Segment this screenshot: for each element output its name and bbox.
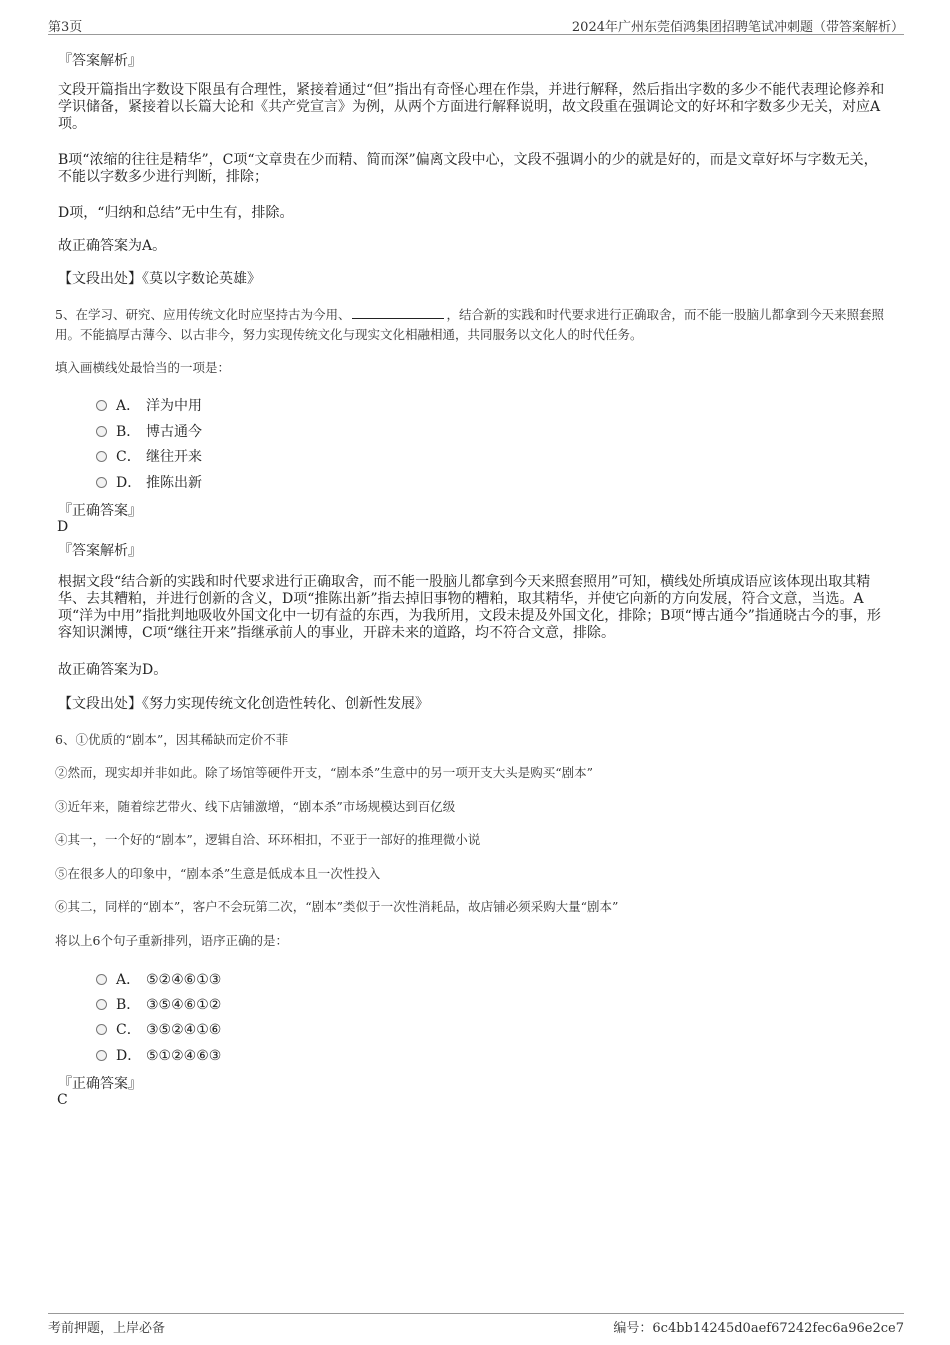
sentence-1: 6、①优质的“剧本”，因其稀缺而定价不菲 (55, 732, 289, 747)
radio-icon[interactable] (96, 477, 107, 488)
analysis-paragraph: 根据文段“结合新的实践和时代要求进行正确取舍，而不能一股脑儿都拿到今天来照套照用”可知，横线处所填成语应该体现出取其精华、去其糟粕，并进行创新的含义，D项“推陈出新”指去掉旧事物的糟粕，取其精华，并使它向新的方向发展，符合文意，当选。A项“洋为中用”指批判地吸收外国文化中一切有益的东西，为我所用，文段未提及外国文化，排除；B项“博古通今”指通晓古今的事，形容知识渊博，C项“继往开来”指继承前人的事业，开辟未来的道路，均不符合文意，排除。 (58, 574, 881, 641)
document-title: 2024年广州东莞佰鸿集团招聘笔试冲刺题（带答案解析） (571, 20, 904, 35)
correct-answer: D (57, 519, 69, 535)
footer-slogan: 考前押题，上岸必备 (48, 1321, 166, 1336)
option-b[interactable]: B． ③⑤④⑥①② (96, 994, 221, 1012)
option-c[interactable]: C． ③⑤②④①⑥ (96, 1019, 221, 1037)
document-id: 编号：6c4bb14245d0aef67242fec6a96e2ce7 (613, 1321, 904, 1336)
option-d[interactable]: D． ⑤①②④⑥③ (96, 1045, 221, 1063)
option-d[interactable]: D． 推陈出新 (96, 472, 202, 490)
analysis-paragraph: D项，“归纳和总结”无中生有，排除。 (58, 205, 294, 221)
radio-icon[interactable] (96, 426, 107, 437)
analysis-paragraph: B项“浓缩的往往是精华”，C项“文章贵在少而精、简而深”偏离文段中心，文段不强调小的少的就是好的，而是文章好坏与字数无关，不能以字数多少进行判断，排除； (58, 152, 878, 185)
sentence-3: ③近年来，随着综艺带火、线下店铺激增，“剧本杀”市场规模达到百亿级 (55, 799, 456, 814)
correct-answer: C (57, 1092, 68, 1108)
page-footer (48, 1313, 904, 1336)
radio-icon[interactable] (96, 451, 107, 462)
option-b[interactable]: B． 博古通今 (96, 421, 202, 439)
radio-icon[interactable] (96, 974, 107, 985)
sentence-6: ⑥其二，同样的“剧本”，客户不会玩第二次，“剧本”类似于一次性消耗品，故店铺必须采购大量“剧本” (55, 899, 619, 914)
radio-icon[interactable] (96, 1050, 107, 1061)
radio-icon[interactable] (96, 400, 107, 411)
sentence-5: ⑤在很多人的印象中，“剧本杀”生意是低成本且一次性投入 (55, 866, 381, 881)
page-header (48, 14, 904, 35)
answer-blank (352, 306, 444, 319)
option-a[interactable]: A． 洋为中用 (96, 395, 202, 413)
conclusion: 故正确答案为D。 (58, 662, 168, 678)
analysis-label: 『答案解析』 (58, 53, 142, 69)
page-number: 第3页 (48, 20, 83, 35)
option-a[interactable]: A． ⑤②④⑥①③ (96, 969, 221, 987)
radio-icon[interactable] (96, 999, 107, 1010)
analysis-paragraph: 文段开篇指出字数设下限虽有合理性，紧接着通过“但”指出有奇怪心理在作祟，并进行解释，然后指出字数的多少不能代表理论修养和学识储备，紧接着以长篇大论和《共产党宣言》为例，从两个方面进行解释说明，故文段重在强调论文的好坏和字数多少无关，对应A项。 (58, 82, 885, 132)
conclusion: 故正确答案为A。 (58, 238, 167, 254)
radio-icon[interactable] (96, 1024, 107, 1035)
correct-answer-label: 『正确答案』 (58, 1076, 142, 1092)
option-c[interactable]: C． 继往开来 (96, 446, 202, 464)
question-stem: 5、在学习、研究、应用传统文化时应坚持古为今用、 ，结合新的实践和时代要求进行正确取舍，而不能一股脑儿都拿到今天来照套照用。不能搞厚古薄今、以古非今，努力实现传统文化与现实文化相融相通，共同服务以文化人的时代任务。 (55, 307, 884, 342)
question-prompt: 填入画横线处最恰当的一项是： (55, 360, 231, 375)
analysis-label: 『答案解析』 (58, 543, 142, 559)
sentence-2: ②然而，现实却并非如此。除了场馆等硬件开支，“剧本杀”生意中的另一项开支大头是购买“剧本” (55, 765, 594, 780)
correct-answer-label: 『正确答案』 (58, 503, 142, 519)
sentence-4: ④其一，一个好的“剧本”，逻辑自洽、环环相扣，不亚于一部好的推理微小说 (55, 832, 481, 847)
source-citation: 【文段出处】《莫以字数论英雄》 (58, 271, 261, 287)
source-citation: 【文段出处】《努力实现传统文化创造性转化、创新性发展》 (58, 696, 429, 712)
question-prompt: 将以上6个句子重新排列，语序正确的是： (55, 933, 288, 948)
